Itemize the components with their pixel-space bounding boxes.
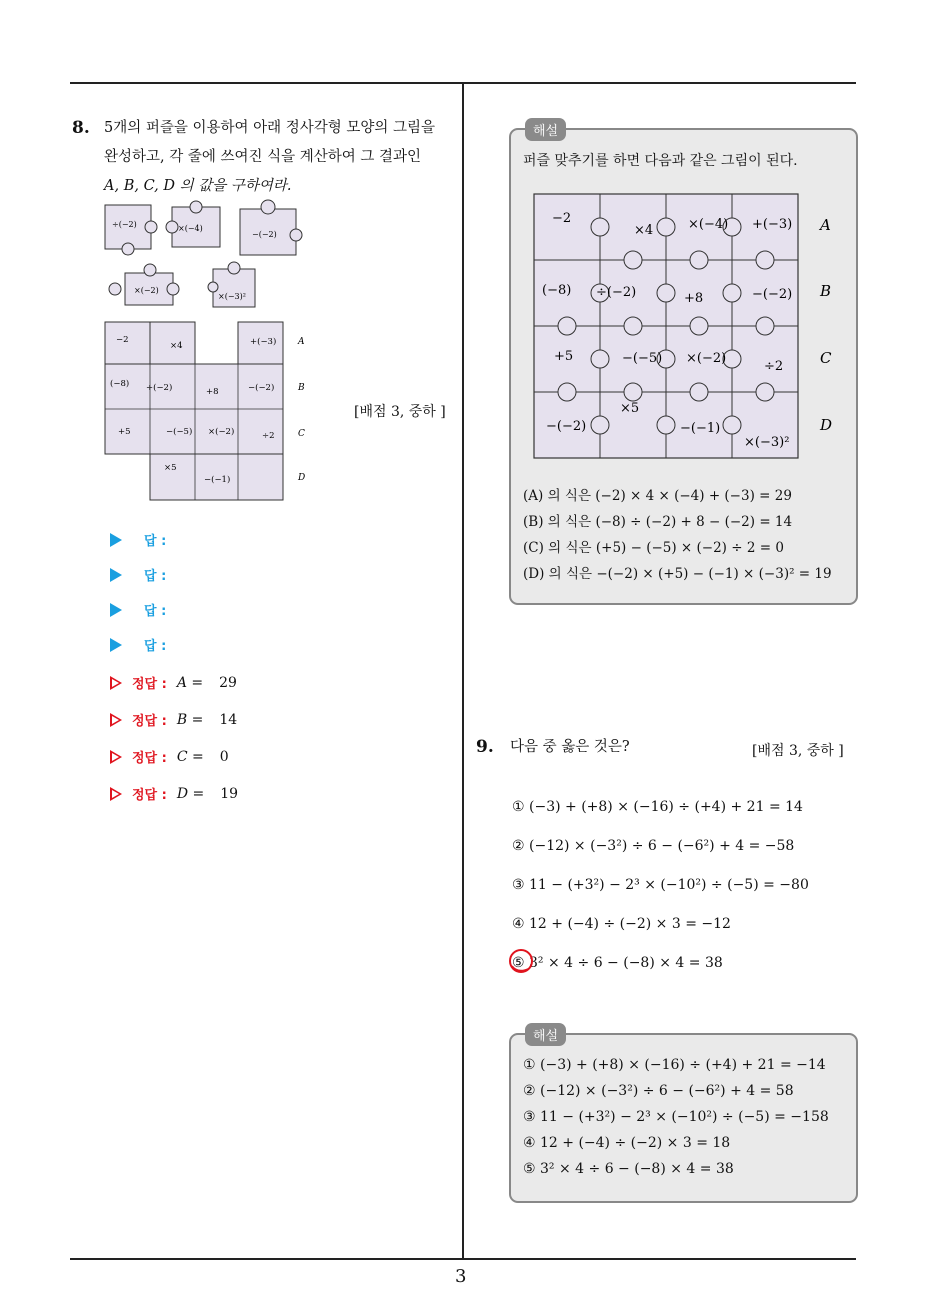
solution-grid-cell: ×(−2) (686, 351, 727, 366)
solution-grid-cell: +8 (684, 291, 704, 306)
arrow-icon (110, 603, 122, 617)
solution-8-line: (C) 의 식은 (+5) − (−5) × (−2) ÷ 2 = 0 (523, 540, 784, 556)
q8-puzzle-grid (100, 318, 320, 504)
solution-9-tag: 해설 (525, 1023, 566, 1046)
outline-arrow-icon (110, 676, 122, 690)
solution-grid-cell: ÷(−2) (596, 285, 637, 300)
left-grid-cell: −(−1) (204, 475, 231, 485)
left-grid-cell: ÷(−2) (146, 383, 173, 393)
answer-row (110, 530, 166, 549)
solution-9-line: ⑤ 3² × 4 ÷ 6 − (−8) × 4 = 38 (523, 1161, 734, 1177)
correct-circle-mark (506, 946, 536, 976)
answer-var: A = (176, 674, 204, 691)
solution-grid-cell: ×(−4) (688, 217, 729, 232)
outline-arrow-icon (110, 787, 122, 801)
answer-row (110, 600, 166, 619)
answer-var: D = (176, 785, 205, 802)
left-grid-cell: ×5 (164, 463, 177, 473)
solution-9-line: ③ 11 − (+3²) − 2³ × (−10²) ÷ (−5) = −158 (523, 1109, 829, 1125)
arrow-icon (110, 533, 122, 547)
left-grid-cell: −2 (116, 335, 129, 345)
correct-label: 정답 : (132, 751, 167, 766)
correct-label: 정답 : (132, 677, 167, 692)
piece-1-label: ÷(−2) (112, 220, 137, 229)
arrow-icon (110, 638, 122, 652)
q9-option-5[interactable]: ⑤ 3² × 4 ÷ 6 − (−8) × 4 = 38 (512, 955, 723, 971)
piece-4 (109, 264, 179, 305)
solution-8-tag: 해설 (525, 118, 566, 141)
row-label-b: B (298, 383, 305, 393)
q8-line-3: A, B, C, D 의 값을 구하여라. (104, 178, 292, 194)
solution-8-line: (A) 의 식은 (−2) × 4 × (−4) + (−3) = 29 (523, 488, 792, 504)
correct-row (110, 710, 237, 729)
answer-row (110, 565, 166, 584)
q9-option-1[interactable]: ① (−3) + (+8) × (−16) ÷ (+4) + 21 = 14 (512, 799, 803, 815)
q9-option-4[interactable]: ④ 12 + (−4) ÷ (−2) × 3 = −12 (512, 916, 731, 932)
solution-8-line: (D) 의 식은 −(−2) × (+5) − (−1) × (−3)² = 19 (523, 566, 832, 582)
solution-grid-cell: −(−2) (546, 419, 587, 434)
row-label-c: C (298, 429, 305, 439)
q9-number: 9. (476, 737, 494, 757)
page-number: 3 (455, 1266, 467, 1287)
column-divider (462, 83, 464, 1259)
answer-label: 답 : (144, 534, 167, 549)
arrow-icon (110, 568, 122, 582)
solution-grid-cell: ×5 (620, 401, 640, 416)
solution-row-label-d: D (820, 416, 833, 434)
solution-9-line: ① (−3) + (+8) × (−16) ÷ (+4) + 21 = −14 (523, 1057, 826, 1073)
q9-option-2[interactable]: ② (−12) × (−3²) ÷ 6 − (−6²) + 4 = −58 (512, 838, 795, 854)
q8-line-1: 5개의 퍼즐을 이용하여 아래 정사각형 모양의 그림을 (104, 120, 436, 136)
solution-grid-cell: +5 (554, 349, 574, 364)
piece-5-label: ×(−3)² (218, 292, 246, 301)
correct-row (110, 673, 237, 692)
solution-row-label-a: A (820, 216, 831, 234)
left-grid-cell: +5 (118, 427, 131, 437)
q8-score: [배점 3, 중하 ] (354, 404, 446, 420)
q9-score: [배점 3, 중하 ] (752, 743, 844, 759)
solution-8-intro: 퍼즐 맞추기를 하면 다음과 같은 그림이 된다. (523, 153, 798, 169)
grid-shape (105, 322, 283, 500)
correct-row (110, 747, 229, 766)
answer-row (110, 635, 166, 654)
piece-1 (105, 205, 157, 255)
solution-row-label-b: B (820, 282, 832, 300)
q8-number: 8. (72, 118, 90, 138)
answer-value: 14 (219, 711, 238, 728)
answer-var: B = (176, 711, 204, 728)
answer-label: 답 : (144, 569, 167, 584)
left-grid-cell: ×4 (170, 341, 183, 351)
solution-8-line: (B) 의 식은 (−8) ÷ (−2) + 8 − (−2) = 14 (523, 514, 793, 530)
solution-8-grid (530, 190, 840, 462)
correct-row (110, 784, 238, 803)
left-grid-cell: ×(−2) (208, 427, 235, 437)
row-label-d: D (298, 473, 306, 483)
piece-3 (240, 200, 302, 255)
left-grid-cell: ÷2 (262, 431, 275, 441)
piece-2-label: ×(−4) (178, 224, 203, 233)
solution-grid-cell: ÷2 (764, 359, 784, 374)
answer-value: 29 (219, 674, 237, 691)
row-label-a: A (298, 337, 305, 347)
solution-row-label-c: C (820, 349, 832, 367)
q9-text: 다음 중 옳은 것은? (510, 739, 630, 755)
q8-puzzle-pieces (100, 195, 310, 315)
correct-label: 정답 : (132, 714, 167, 729)
answer-value: 0 (219, 748, 229, 765)
left-grid-cell: −(−5) (166, 427, 193, 437)
solution-grid-cell: (−8) (542, 283, 572, 298)
outline-arrow-icon (110, 750, 122, 764)
left-grid-cell: (−8) (110, 379, 130, 389)
q8-text (104, 114, 464, 201)
solution-grid-cell: ×(−3)² (744, 435, 790, 450)
solution-grid-cell: ×4 (634, 223, 654, 238)
answer-var: C = (176, 748, 204, 765)
left-grid-cell: −(−2) (248, 383, 275, 393)
solution-9-line: ② (−12) × (−3²) ÷ 6 − (−6²) + 4 = 58 (523, 1083, 794, 1099)
answer-label: 답 : (144, 639, 167, 654)
solution-grid-cell: −(−1) (680, 421, 721, 436)
solution-grid-cell: +(−3) (752, 217, 793, 232)
piece-4-label: ×(−2) (134, 286, 159, 295)
q9-option-3[interactable]: ③ 11 − (+3²) − 2³ × (−10²) ÷ (−5) = −80 (512, 877, 809, 893)
left-grid-cell: +8 (206, 387, 219, 397)
answer-label: 답 : (144, 604, 167, 619)
solution-grid-cell: −(−5) (622, 351, 663, 366)
outline-arrow-icon (110, 713, 122, 727)
solution-grid-cell: −(−2) (752, 287, 793, 302)
q8-line-2: 완성하고, 각 줄에 쓰여진 식을 계산하여 그 결과인 (104, 149, 422, 165)
solution-grid-cell: −2 (552, 211, 572, 226)
answer-value: 19 (220, 785, 239, 802)
solution-9-line: ④ 12 + (−4) ÷ (−2) × 3 = 18 (523, 1135, 731, 1151)
piece-3-label: −(−2) (252, 230, 277, 239)
left-grid-cell: +(−3) (250, 337, 277, 347)
correct-label: 정답 : (132, 788, 167, 803)
